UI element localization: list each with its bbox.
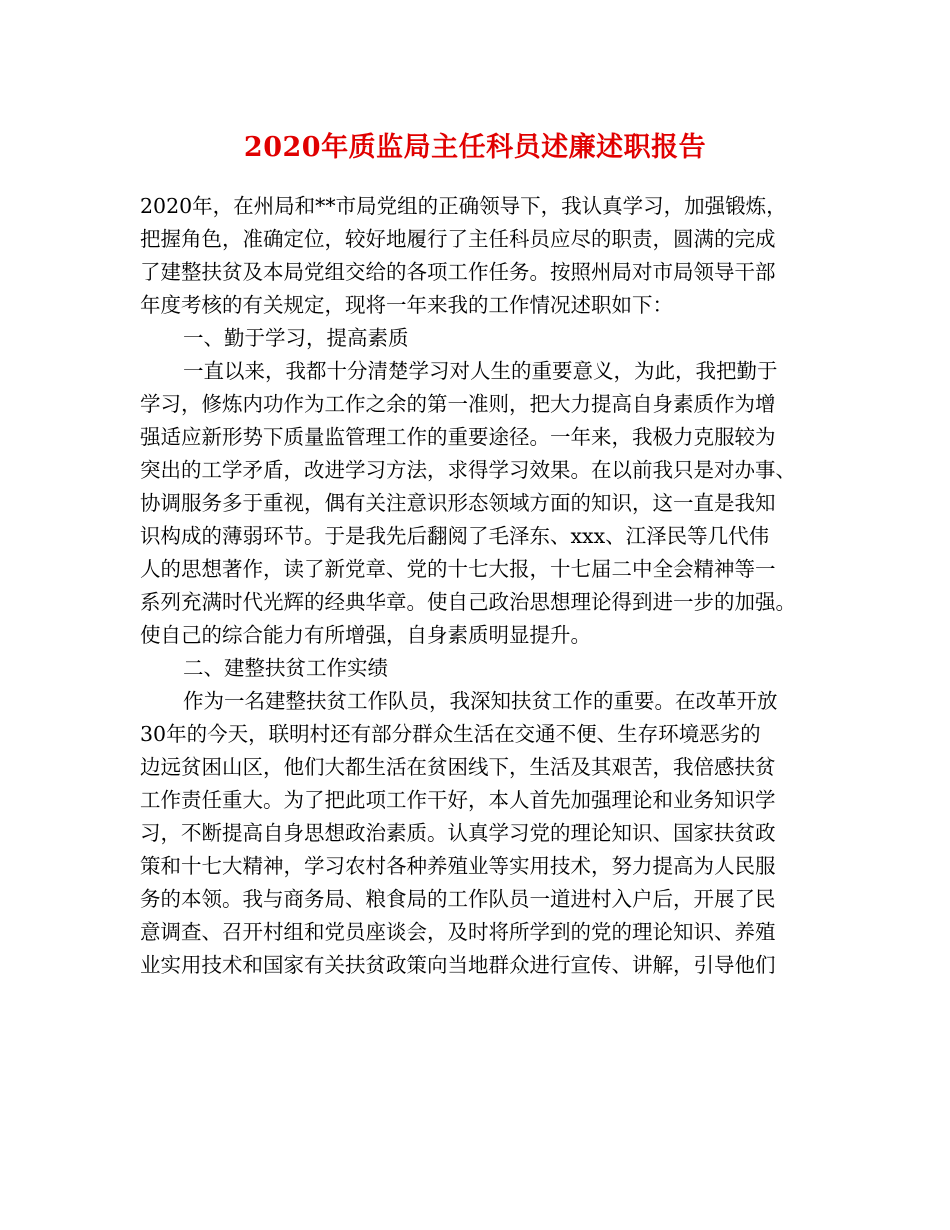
body-line: 一、勤于学习，提高素质: [183, 326, 409, 350]
body-line: 系列充满时代光辉的经典华章。使自己政治思想理论得到进一步的加强。: [140, 590, 796, 614]
body-line: 30年的今天，联明村还有部分群众生活在交通不便、生存环境恶劣的: [140, 722, 761, 746]
body-line: 策和十七大精神，学习农村各种养殖业等实用技术，努力提高为人民服: [140, 854, 776, 878]
body-line: 一直以来，我都十分清楚学习对人生的重要意义，为此，我把勤于: [183, 359, 778, 383]
body-line: 识构成的薄弱环节。于是我先后翻阅了毛泽东、xxx、江泽民等几代伟: [140, 524, 770, 548]
body-line: 习，不断提高自身思想政治素质。认真学习党的理论知识、国家扶贫政: [140, 821, 776, 845]
body-line: 使自己的综合能力有所增强，自身素质明显提升。: [140, 623, 591, 647]
body-line: 边远贫困山区，他们大都生活在贫困线下，生活及其艰苦，我倍感扶贫: [140, 755, 776, 779]
document-title: 2020年质监局主任科员述廉述职报告: [243, 132, 707, 163]
body-line: 学习，修炼内功作为工作之余的第一准则，把大力提高自身素质作为增: [140, 392, 776, 416]
body-line: 协调服务多于重视，偶有关注意识形态领域方面的知识，这一直是我知: [140, 491, 776, 515]
body-line: 2020年，在州局和**市局党组的正确领导下，我认真学习，加强锻炼，: [140, 194, 787, 218]
body-line: 作为一名建整扶贫工作队员，我深知扶贫工作的重要。在改革开放: [183, 689, 778, 713]
body-line: 了建整扶贫及本局党组交给的各项工作任务。按照州局对市局领导干部: [140, 260, 776, 284]
body-line: 务的本领。我与商务局、粮食局的工作队员一道进村入户后，开展了民: [140, 887, 776, 911]
body-line: 意调查、召开村组和党员座谈会，及时将所学到的党的理论知识、养殖: [140, 920, 776, 944]
body-line: 突出的工学矛盾，改进学习方法，求得学习效果。在以前我只是对办事、: [140, 458, 796, 482]
body-line: 二、建整扶贫工作实绩: [183, 656, 388, 680]
body-line: 年度考核的有关规定，现将一年来我的工作情况述职如下：: [140, 293, 673, 317]
body-line: 强适应新形势下质量监管理工作的重要途径。一年来，我极力克服较为: [140, 425, 776, 449]
body-line: 人的思想著作，读了新党章、党的十七大报，十七届二中全会精神等一: [140, 557, 776, 581]
document-body: [140, 190, 830, 982]
body-line: 业实用技术和国家有关扶贫政策向当地群众进行宣传、讲解，引导他们: [140, 953, 776, 977]
body-line: 工作责任重大。为了把此项工作干好，本人首先加强理论和业务知识学: [140, 788, 776, 812]
body-line: 把握角色，准确定位，较好地履行了主任科员应尽的职责，圆满的完成: [140, 227, 776, 251]
